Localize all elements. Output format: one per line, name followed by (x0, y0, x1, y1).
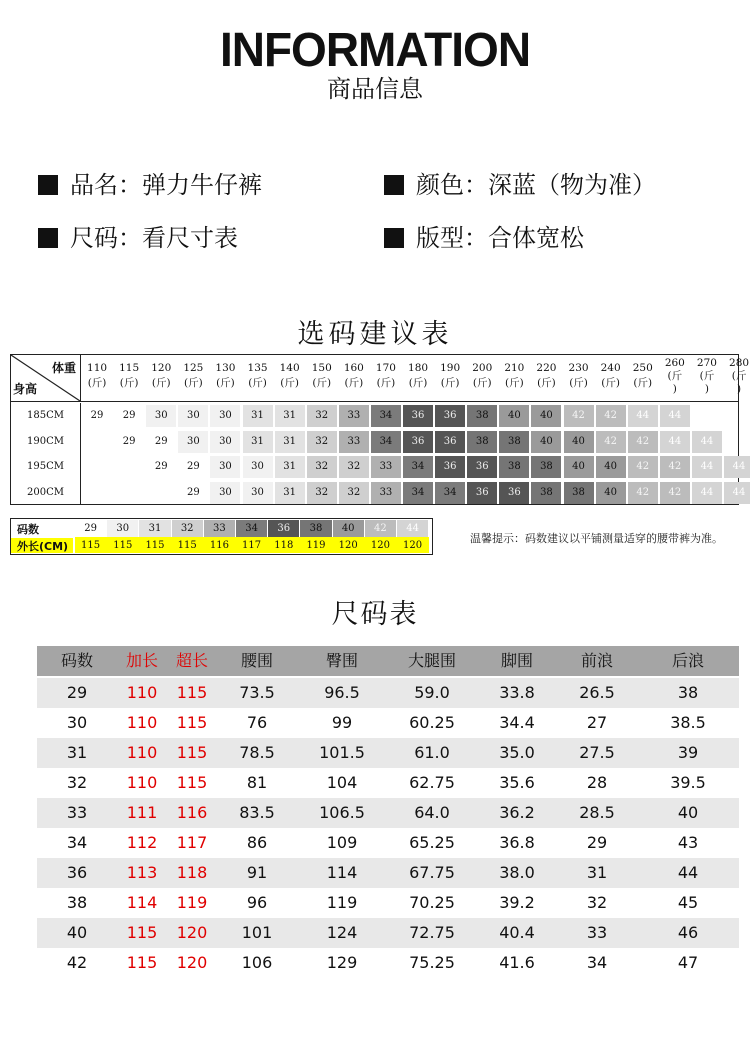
recommend-cell: 31 (275, 482, 305, 504)
table-cell: 32 (66, 773, 88, 792)
weight-header: 120 (斤) (151, 362, 172, 389)
recommend-cell: 44 (628, 405, 658, 427)
recommend-cell: 29 (82, 405, 112, 427)
recommend-cell: 34 (371, 405, 401, 427)
recommend-cell: 30 (178, 405, 208, 427)
table-cell: 114 (326, 863, 358, 882)
table-row (37, 888, 739, 918)
column-header: 加长 (125, 651, 158, 670)
table-cell: 116 (176, 803, 208, 822)
recommend-cell: 33 (339, 405, 369, 427)
square-bullet-icon (384, 228, 404, 248)
recommend-cell: 40 (499, 405, 529, 427)
strip-code-cell: 44 (397, 520, 428, 537)
page-title-en: INFORMATION (219, 21, 531, 77)
table-cell: 31 (66, 743, 88, 762)
recommend-cell: 30 (210, 431, 240, 453)
strip-length-cell: 115 (113, 540, 133, 551)
table-cell: 27 (586, 713, 608, 732)
table-row (37, 948, 739, 978)
weight-header: 180 (斤) (408, 362, 429, 389)
recommend-cell: 31 (243, 431, 273, 453)
recommend-cell: 44 (660, 431, 690, 453)
table-cell: 39.5 (670, 773, 706, 792)
table-cell: 106.5 (319, 803, 365, 822)
table-cell: 76 (246, 713, 268, 732)
recommend-cell: 40 (564, 456, 594, 478)
table-cell: 64.0 (414, 803, 450, 822)
recommend-cell: 42 (564, 405, 594, 427)
recommend-cell: 36 (435, 405, 465, 427)
recommend-cell: 40 (564, 431, 594, 453)
weight-header: 125 (斤) (183, 362, 204, 389)
recommend-cell: 34 (403, 456, 433, 478)
recommend-cell: 38 (531, 482, 561, 504)
recommend-cell: 40 (596, 482, 626, 504)
recommend-cell: 32 (339, 456, 369, 478)
column-header: 后浪 (671, 651, 704, 670)
table-cell: 115 (176, 683, 208, 702)
recommend-cell: 44 (692, 431, 722, 453)
strip-length-cell: 117 (242, 540, 262, 551)
recommend-cell: 36 (499, 482, 529, 504)
recommend-cell: 29 (178, 456, 208, 478)
recommend-cell: 33 (371, 456, 401, 478)
recommend-cell: 38 (499, 456, 529, 478)
table-cell: 115 (176, 773, 208, 792)
weight-header: 110 (斤) (87, 362, 108, 389)
table-cell: 34 (586, 953, 608, 972)
info-color: 颜色：深蓝（物为准） (384, 170, 656, 200)
table-cell: 39 (677, 743, 699, 762)
table-cell: 115 (126, 923, 158, 942)
recommend-cell: 33 (339, 431, 369, 453)
table-cell: 36.8 (499, 833, 535, 852)
table-cell: 129 (326, 953, 358, 972)
square-bullet-icon (38, 228, 58, 248)
recommend-cell: 44 (692, 482, 722, 504)
recommend-cell: 29 (114, 431, 144, 453)
table-cell: 36.2 (499, 803, 535, 822)
table-row (37, 918, 739, 948)
strip-length-cell: 120 (403, 540, 423, 551)
size-recommend-chart (10, 354, 750, 505)
table-cell: 110 (126, 743, 158, 762)
table-cell: 91 (246, 863, 268, 882)
table-cell: 114 (126, 893, 158, 912)
recommend-cell: 38 (564, 482, 594, 504)
chart-corner (11, 355, 81, 401)
table-cell: 40 (677, 803, 699, 822)
recommend-cell: 30 (210, 405, 240, 427)
table-cell: 62.75 (409, 773, 455, 792)
table-cell: 44 (677, 863, 699, 882)
table-cell: 34 (66, 833, 88, 852)
square-bullet-icon (384, 175, 404, 195)
table-cell: 101 (241, 923, 273, 942)
table-cell: 26.5 (579, 683, 615, 702)
table-cell: 72.75 (409, 923, 455, 942)
recommend-cell: 32 (339, 482, 369, 504)
table-cell: 43 (677, 833, 699, 852)
table-cell: 59.0 (414, 683, 450, 702)
strip-length-cell: 115 (81, 540, 101, 551)
table-cell: 110 (126, 713, 158, 732)
strip-length-cell: 116 (209, 540, 229, 551)
strip-code-cell: 33 (204, 520, 235, 537)
table-cell: 31 (586, 863, 608, 882)
recommend-cell: 38 (467, 431, 497, 453)
column-header: 大腿围 (407, 651, 456, 670)
table-cell: 115 (126, 953, 158, 972)
table-cell: 29 (586, 833, 608, 852)
strip-length-cell: 115 (145, 540, 165, 551)
strip-code-cell: 36 (268, 520, 299, 537)
recommend-cell: 44 (724, 482, 750, 504)
table-cell: 111 (126, 803, 158, 822)
recommend-cell: 30 (210, 482, 240, 504)
table-cell: 73.5 (239, 683, 275, 702)
table-cell: 61.0 (414, 743, 450, 762)
table-cell: 99 (331, 713, 353, 732)
strip-code-cell: 38 (300, 520, 331, 537)
weight-header: 280 (斤 ) (729, 357, 750, 395)
table-cell: 96.5 (324, 683, 360, 702)
table-cell: 119 (176, 893, 208, 912)
recommend-cell: 30 (146, 405, 176, 427)
table-row (37, 798, 739, 828)
recommend-cell: 30 (178, 431, 208, 453)
recommend-cell: 29 (178, 482, 208, 504)
table-cell: 104 (326, 773, 358, 792)
table-row (37, 858, 739, 888)
recommend-cell: 36 (467, 482, 497, 504)
recommend-cell: 38 (467, 405, 497, 427)
recommend-cell: 42 (596, 431, 626, 453)
table-cell: 30 (66, 713, 88, 732)
recommend-cell: 30 (243, 482, 273, 504)
corner-weight-label: 体重 (51, 361, 76, 375)
weight-header: 200 (斤) (472, 362, 493, 389)
table-cell: 112 (126, 833, 158, 852)
table-cell: 113 (126, 863, 158, 882)
strip-code-cell: 31 (139, 520, 170, 537)
table-row (37, 738, 739, 768)
table-cell: 75.25 (409, 953, 455, 972)
table-cell: 65.25 (409, 833, 455, 852)
info-name: 品名：弹力牛仔裤 (38, 170, 262, 200)
table-cell: 81 (246, 773, 268, 792)
table-cell: 40.4 (499, 923, 535, 942)
table-cell: 33.8 (499, 683, 535, 702)
column-header: 超长 (175, 651, 208, 670)
recommend-cell: 31 (275, 405, 305, 427)
size-table-title: 尺码表 (331, 599, 419, 630)
table-cell: 28 (586, 773, 608, 792)
table-cell: 109 (326, 833, 358, 852)
strip-code-label: 码数 (17, 523, 39, 536)
table-row (37, 678, 739, 708)
recommend-tip: 温馨提示：码数建议以平铺测量适穿的腰带裤为准。 (470, 532, 723, 545)
corner-height-label: 身高 (13, 382, 38, 396)
recommend-cell: 42 (596, 405, 626, 427)
weight-header: 240 (斤) (600, 362, 621, 389)
strip-code-cell: 29 (75, 520, 106, 537)
table-cell: 120 (176, 923, 208, 942)
table-cell: 45 (677, 893, 699, 912)
table-cell: 47 (677, 953, 699, 972)
weight-header: 190 (斤) (440, 362, 461, 389)
strip-length-cell: 120 (370, 540, 390, 551)
recommend-cell: 33 (371, 482, 401, 504)
column-header: 码数 (60, 651, 93, 670)
weight-header: 150 (斤) (311, 362, 332, 389)
info-size: 尺码：看尺寸表 (38, 223, 238, 253)
strip-length-cell: 115 (177, 540, 197, 551)
table-cell: 35.0 (499, 743, 535, 762)
table-cell: 83.5 (239, 803, 275, 822)
recommend-cell: 29 (114, 405, 144, 427)
table-cell: 39.2 (499, 893, 535, 912)
column-header: 臀围 (325, 651, 358, 670)
recommend-cell: 36 (435, 431, 465, 453)
table-cell: 41.6 (499, 953, 535, 972)
table-cell: 27.5 (579, 743, 615, 762)
table-cell: 118 (176, 863, 208, 882)
recommend-cell: 36 (435, 456, 465, 478)
recommend-cell: 42 (660, 482, 690, 504)
table-cell: 42 (66, 953, 88, 972)
table-cell: 33 (66, 803, 88, 822)
table-cell: 115 (176, 743, 208, 762)
table-cell: 124 (326, 923, 358, 942)
recommend-cell: 30 (243, 456, 273, 478)
table-row (37, 768, 739, 798)
recommend-cell: 36 (467, 456, 497, 478)
recommend-cell: 38 (531, 456, 561, 478)
column-header: 脚围 (500, 651, 533, 670)
recommend-cell: 40 (531, 405, 561, 427)
weight-header: 140 (斤) (279, 362, 300, 389)
table-cell: 110 (126, 773, 158, 792)
weight-header: 220 (斤) (536, 362, 557, 389)
recommend-cell: 44 (660, 405, 690, 427)
recommend-cell: 34 (435, 482, 465, 504)
recommend-cell: 42 (628, 456, 658, 478)
recommend-cell: 40 (531, 431, 561, 453)
strip-length-cell: 119 (306, 540, 326, 551)
size-table-header (37, 646, 739, 676)
recommend-cell: 38 (499, 431, 529, 453)
table-cell: 67.75 (409, 863, 455, 882)
table-cell: 96 (246, 893, 268, 912)
weight-header: 230 (斤) (568, 362, 589, 389)
recommend-cell: 34 (403, 482, 433, 504)
table-cell: 106 (241, 953, 273, 972)
table-row (37, 828, 739, 858)
height-label: 185CM (11, 403, 81, 429)
strip-length-cell: 120 (338, 540, 358, 551)
column-header: 前浪 (580, 651, 613, 670)
table-cell: 70.25 (409, 893, 455, 912)
recommend-cell: 44 (724, 456, 750, 478)
recommend-title: 选码建议表 (297, 319, 453, 350)
table-cell: 38.0 (499, 863, 535, 882)
recommend-cell: 36 (403, 405, 433, 427)
table-cell: 101.5 (319, 743, 365, 762)
strip-length-cell: 118 (274, 540, 294, 551)
table-cell: 38.5 (670, 713, 706, 732)
table-cell: 120 (176, 953, 208, 972)
table-cell: 40 (66, 923, 88, 942)
table-cell: 34.4 (499, 713, 535, 732)
weight-header: 210 (斤) (504, 362, 525, 389)
weight-header: 250 (斤) (632, 362, 653, 389)
strip-code-cell: 30 (107, 520, 138, 537)
weight-header: 170 (斤) (375, 362, 396, 389)
recommend-cell: 42 (628, 431, 658, 453)
table-cell: 119 (326, 893, 358, 912)
recommend-cell: 34 (371, 431, 401, 453)
table-cell: 28.5 (579, 803, 615, 822)
table-cell: 32 (586, 893, 608, 912)
info-fit: 版型：合体宽松 (384, 223, 584, 253)
recommend-cell: 29 (146, 456, 176, 478)
recommend-cell: 29 (146, 431, 176, 453)
table-cell: 86 (246, 833, 268, 852)
column-header: 腰围 (240, 651, 273, 670)
recommend-cell: 32 (307, 431, 337, 453)
page-title-cn: 商品信息 (327, 75, 423, 103)
table-cell: 33 (586, 923, 608, 942)
code-length-strip (10, 518, 433, 555)
strip-length-label: 外长(CM) (11, 538, 73, 553)
recommend-cell: 40 (596, 456, 626, 478)
strip-code-cell: 40 (333, 520, 364, 537)
height-label: 190CM (11, 429, 81, 455)
table-cell: 46 (677, 923, 699, 942)
strip-code-cell: 34 (236, 520, 267, 537)
strip-code-cell: 42 (365, 520, 396, 537)
recommend-cell: 44 (692, 456, 722, 478)
recommend-cell: 31 (275, 456, 305, 478)
recommend-cell: 42 (628, 482, 658, 504)
recommend-cell: 32 (307, 405, 337, 427)
weight-header: 135 (斤) (247, 362, 268, 389)
table-cell: 38 (677, 683, 699, 702)
recommend-cell: 32 (307, 482, 337, 504)
table-cell: 35.6 (499, 773, 535, 792)
recommend-cell: 31 (275, 431, 305, 453)
height-label: 200CM (11, 480, 81, 506)
recommend-cell: 42 (660, 456, 690, 478)
height-label: 195CM (11, 454, 81, 480)
recommend-cell: 30 (210, 456, 240, 478)
weight-header: 270 (斤 ) (696, 357, 717, 395)
table-cell: 60.25 (409, 713, 455, 732)
recommend-cell: 31 (243, 405, 273, 427)
table-row (37, 708, 739, 738)
strip-code-cell: 32 (172, 520, 203, 537)
weight-header: 160 (斤) (343, 362, 364, 389)
table-cell: 117 (176, 833, 208, 852)
weight-header: 130 (斤) (215, 362, 236, 389)
table-cell: 36 (66, 863, 88, 882)
table-cell: 29 (66, 683, 88, 702)
weight-header: 260 (斤 ) (664, 357, 685, 395)
recommend-cell: 32 (307, 456, 337, 478)
table-cell: 115 (176, 713, 208, 732)
table-cell: 78.5 (239, 743, 275, 762)
table-cell: 38 (66, 893, 88, 912)
table-cell: 110 (126, 683, 158, 702)
square-bullet-icon (38, 175, 58, 195)
weight-header: 115 (斤) (119, 362, 140, 389)
recommend-cell: 36 (403, 431, 433, 453)
